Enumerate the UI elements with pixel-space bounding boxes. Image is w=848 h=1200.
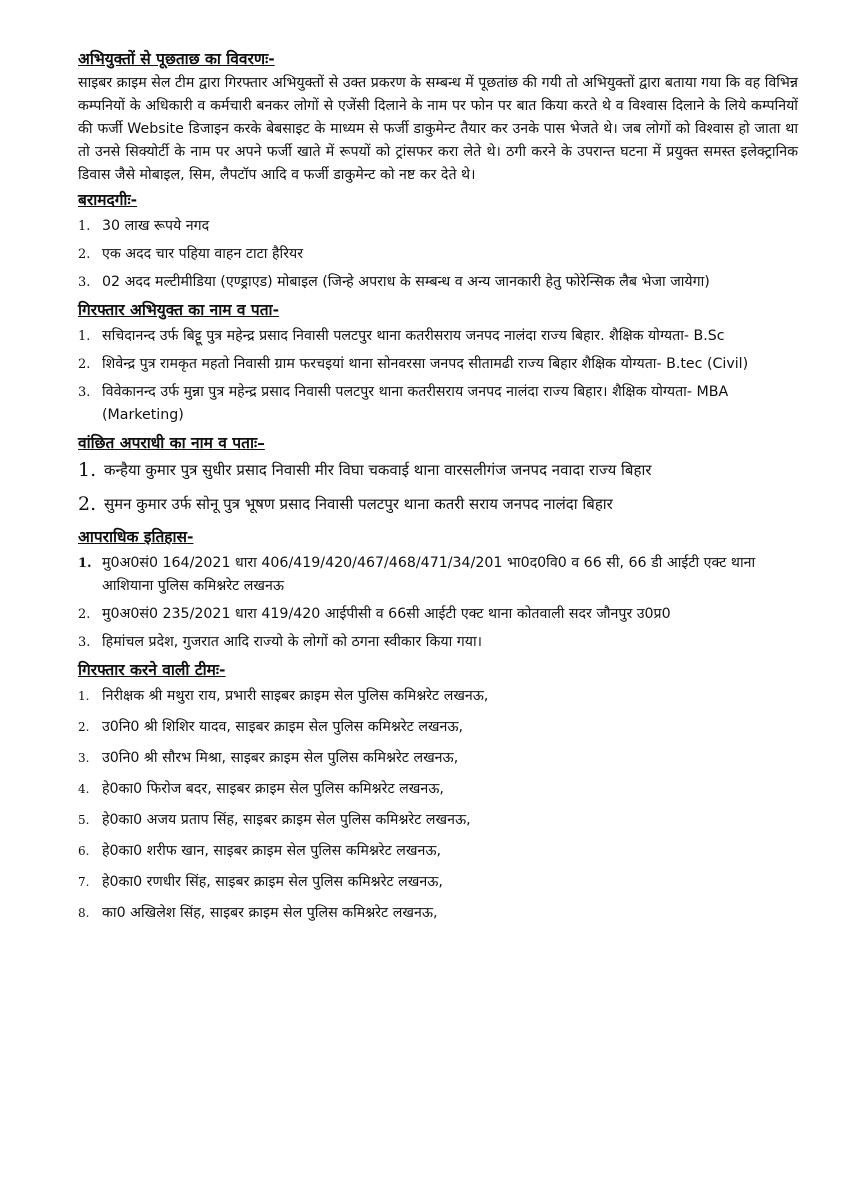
- wanted-item-text: कन्हैया कुमार पुत्र सुधीर प्रसाद निवासी मीर विघा चकवाई थाना वारसलीगंज जनपद नवादा राज्य बिहार: [104, 461, 652, 479]
- arrested-item: [78, 325, 798, 348]
- list-number: 3.: [78, 275, 91, 290]
- recovery-list: [78, 215, 798, 294]
- list-number: 3.: [78, 635, 91, 650]
- interrogation-heading: अभियुक्तों से पूछताछ का विवरणः-: [78, 50, 275, 68]
- arrested-list: [78, 325, 798, 427]
- history-item: [78, 631, 798, 654]
- team-member-text: उ0नि0 श्री शिशिर यादव, साइबर क्राइम सेल पुलिस कमिश्नरेट लखनऊ,: [102, 719, 464, 735]
- history-item: [78, 603, 798, 626]
- recovery-item-text: एक अदद चार पहिया वाहन टाटा हैरियर: [102, 246, 304, 262]
- list-number: 1.: [78, 459, 97, 481]
- recovery-item-text: 30 लाख रूपये नगद: [102, 218, 210, 234]
- team-section: [78, 659, 798, 925]
- history-section: [78, 526, 798, 654]
- recovery-heading: बरामदगीः-: [78, 191, 138, 209]
- recovery-item: [78, 215, 798, 238]
- list-number: 2.: [78, 607, 91, 622]
- list-number: 3.: [78, 751, 90, 765]
- history-item-text: मु0अ0सं0 164/2021 धारा 406/419/420/467/468/471/34/201 भा0द0वि0 व 66 सी, 66 डी आईटी एक्ट थाना आशियाना पुलिस कमिश्नरेट लखनऊ: [102, 555, 756, 594]
- recovery-section: [78, 189, 798, 294]
- wanted-section: [78, 432, 798, 517]
- list-number: 5.: [78, 813, 90, 827]
- team-member: [78, 840, 798, 863]
- history-item: [78, 552, 798, 598]
- interrogation-section: [78, 48, 798, 187]
- team-member-text: हे0का0 रणधीर सिंह, साइबर क्राइम सेल पुलिस कमिश्नरेट लखनऊ,: [102, 874, 443, 890]
- list-number: 2.: [78, 493, 97, 515]
- arrested-item-text: सचिदानन्द उर्फ बिट्टू पुत्र महेन्द्र प्रसाद निवासी पलटपुर थाना कतरीसराय जनपद नालंदा राज्य बिहार. शैक्षिक योग्यता- B.Sc: [102, 328, 725, 344]
- wanted-item: [78, 458, 798, 483]
- team-member-text: का0 अखिलेश सिंह, साइबर क्राइम सेल पुलिस कमिश्नरेट लखनऊ,: [102, 905, 438, 921]
- team-member: [78, 747, 798, 770]
- document-page: [78, 48, 798, 933]
- history-list: [78, 552, 798, 654]
- team-member-text: उ0नि0 श्री सौरभ मिश्रा, साइबर क्राइम सेल पुलिस कमिश्नरेट लखनऊ,: [102, 750, 459, 766]
- list-number: 2.: [78, 357, 91, 372]
- team-member: [78, 685, 798, 708]
- team-member-text: निरीक्षक श्री मथुरा राय, प्रभारी साइबर क्राइम सेल पुलिस कमिश्नरेट लखनऊ,: [102, 688, 489, 704]
- team-member: [78, 902, 798, 925]
- team-list: [78, 685, 798, 925]
- wanted-item: [78, 492, 798, 517]
- list-number: 1.: [78, 556, 92, 571]
- team-member-text: हे0का0 शरीफ खान, साइबर क्राइम सेल पुलिस कमिश्नरेट लखनऊ,: [102, 843, 442, 859]
- arrested-item-text: शिवेन्द्र पुत्र रामकृत महतो निवासी ग्राम फरचइयां थाना सोनवरसा जनपद सीतामढी राज्य बिहार शैक्षिक योग्यता- B.tec (Civil): [102, 356, 749, 372]
- wanted-list: [78, 458, 798, 517]
- list-number: 4.: [78, 782, 90, 796]
- team-member: [78, 716, 798, 739]
- list-number: 2.: [78, 720, 90, 734]
- wanted-item-text: सुमन कुमार उर्फ सोनू पुत्र भूषण प्रसाद निवासी पलटपुर थाना कतरी सराय जनपद नालंदा बिहार: [104, 495, 613, 513]
- list-number: 8.: [78, 906, 90, 920]
- arrested-heading: गिरफ्तार अभियुक्त का नाम व पता-: [78, 301, 280, 319]
- arrested-item: [78, 353, 798, 376]
- list-number: 7.: [78, 875, 90, 889]
- list-number: 3.: [78, 385, 91, 400]
- recovery-item: [78, 271, 798, 294]
- wanted-heading: वांछित अपराधी का नाम व पताः–: [78, 434, 265, 452]
- list-number: 6.: [78, 844, 90, 858]
- interrogation-paragraph: साइबर क्राइम सेल टीम द्वारा गिरफ्तार अभियुक्तों से उक्त प्रकरण के सम्बन्ध में पूछतांछ की गयी तो अभियुक्तों द्वारा बताया गया कि वह विभिन्न कम्पनियों के अधिकारी व कर्मचारी बनकर लोगों से एजेंसी दिलाने के नाम पर फोन पर बात किया करते थे व विश्वास दिलाने के लिये कम्पनियों की फर्जी Website डिजाइन करके बेबसाइट के माध्यम से फर्जी डाकुमेन्ट तैयार कर उनके पास भेजते थे। जब लोगों को विश्वास हो जाता था तो उनसे सिक्योर्टी के नाम पर अपने फर्जी खाते में रूपयों को ट्रांसफर करा लेते थे। ठगी करने के उपरान्त घटना में प्रयुक्त समस्त इलेक्ट्रानिक डिवास जैसे मोबाइल, सिम, लैपटॉप आदि व फर्जी डाकुमेन्ट को नष्ट कर देते थे।: [78, 75, 798, 183]
- team-member-text: हे0का0 अजय प्रताप सिंह, साइबर क्राइम सेल पुलिस कमिश्नरेट लखनऊ,: [102, 812, 471, 828]
- team-member: [78, 871, 798, 894]
- list-number: 1.: [78, 689, 90, 703]
- list-number: 1.: [78, 329, 91, 344]
- history-item-text: हिमांचल प्रदेश, गुजरात आदि राज्यो के लोगों को ठगना स्वीकार किया गया।: [102, 634, 483, 650]
- recovery-item-text: 02 अदद मल्टीमीडिया (एण्ड्राएड) मोबाइल (जिन्हे अपराध के सम्बन्ध व अन्य जानकारी हेतु फोरेन्सिक लैब भेजा जायेगा): [102, 274, 710, 290]
- history-heading: आपराधिक इतिहास-: [78, 528, 194, 546]
- team-heading: गिरफ्तार करने वाली टीमः-: [78, 661, 226, 679]
- arrested-item-text: विवेकानन्द उर्फ मुन्ना पुत्र महेन्द्र प्रसाद निवासी पलटपुर थाना कतरीसराय जनपद नालंदा राज्य बिहार। शैक्षिक योग्यता- MBA (Marketing): [102, 384, 729, 423]
- arrested-section: [78, 299, 798, 427]
- recovery-item: [78, 243, 798, 266]
- list-number: 2.: [78, 247, 91, 262]
- team-member: [78, 809, 798, 832]
- history-item-text: मु0अ0सं0 235/2021 धारा 419/420 आईपीसी व 66सी आईटी एक्ट थाना कोतवाली सदर जौनपुर उ0प्र0: [102, 606, 671, 622]
- team-member: [78, 778, 798, 801]
- arrested-item: [78, 381, 798, 427]
- list-number: 1.: [78, 219, 91, 234]
- team-member-text: हे0का0 फिरोज बदर, साइबर क्राइम सेल पुलिस कमिश्नरेट लखनऊ,: [102, 781, 444, 797]
